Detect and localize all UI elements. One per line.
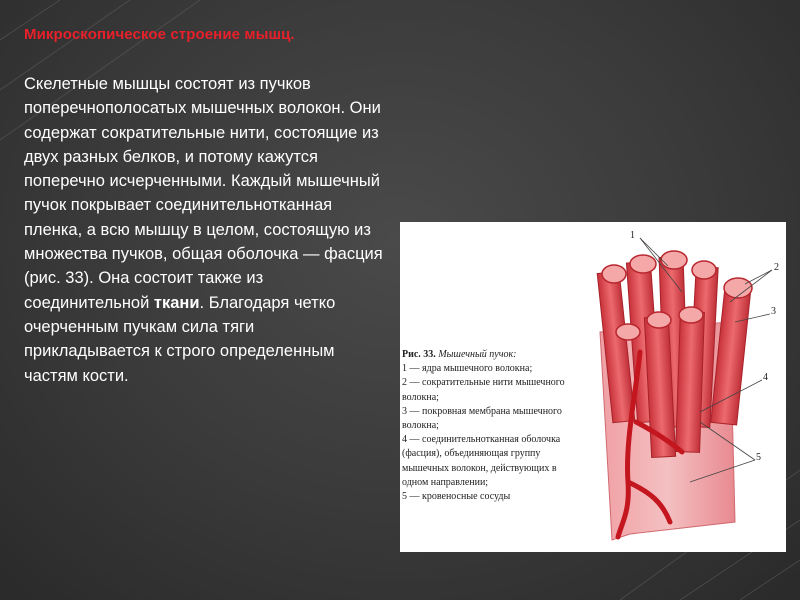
- caption-item: 5 — кровеносные сосуды: [402, 491, 511, 503]
- figure-caption: [402, 348, 578, 504]
- paragraph-text-2: . Благодаря четко очерченным пучкам сила тяги прикладывается к строго определенным частям кости.: [24, 293, 336, 385]
- caption-title: Рис. 33.: [402, 349, 436, 360]
- caption-heading: Мышечный пучок:: [438, 349, 517, 360]
- callout-2: 2: [774, 262, 779, 273]
- caption-item: 3 — покровная мембрана мышечного волокна;: [402, 405, 562, 432]
- callout-1: 1: [630, 230, 635, 241]
- callout-5: 5: [756, 452, 761, 463]
- caption-item: 4 — соединительнотканная оболочка (фасция), объединяющая группу мышечных волокон, действующих в одном направлении;: [402, 434, 561, 488]
- callout-3: 3: [771, 306, 776, 317]
- paragraph-text-1: Скелетные мышцы состоят из пучков поперечнополосатых мышечных волокон. Они содержат сократительные нити, состоящие из двух разных белков, и потому кажутся поперечно исчерченными. Каждый мышечный пучок покрывает соединительнотканная пленка, а всю мышцу в целом, состоящую из множества пучков, общая оболочка — фасция (рис. 33). Она состоит также из соединительной: [24, 75, 383, 312]
- paragraph-bold-word: ткани: [153, 293, 200, 312]
- callout-4: 4: [763, 372, 768, 383]
- body-paragraph: [24, 72, 384, 388]
- caption-item: 2 — сократительные нити мышечного волокна;: [402, 377, 565, 403]
- slide-title: Микроскопическое строение мышц.: [24, 26, 295, 43]
- muscle-bundle-figure: [400, 222, 786, 552]
- caption-item: 1 — ядра мышечного волокна;: [402, 363, 533, 375]
